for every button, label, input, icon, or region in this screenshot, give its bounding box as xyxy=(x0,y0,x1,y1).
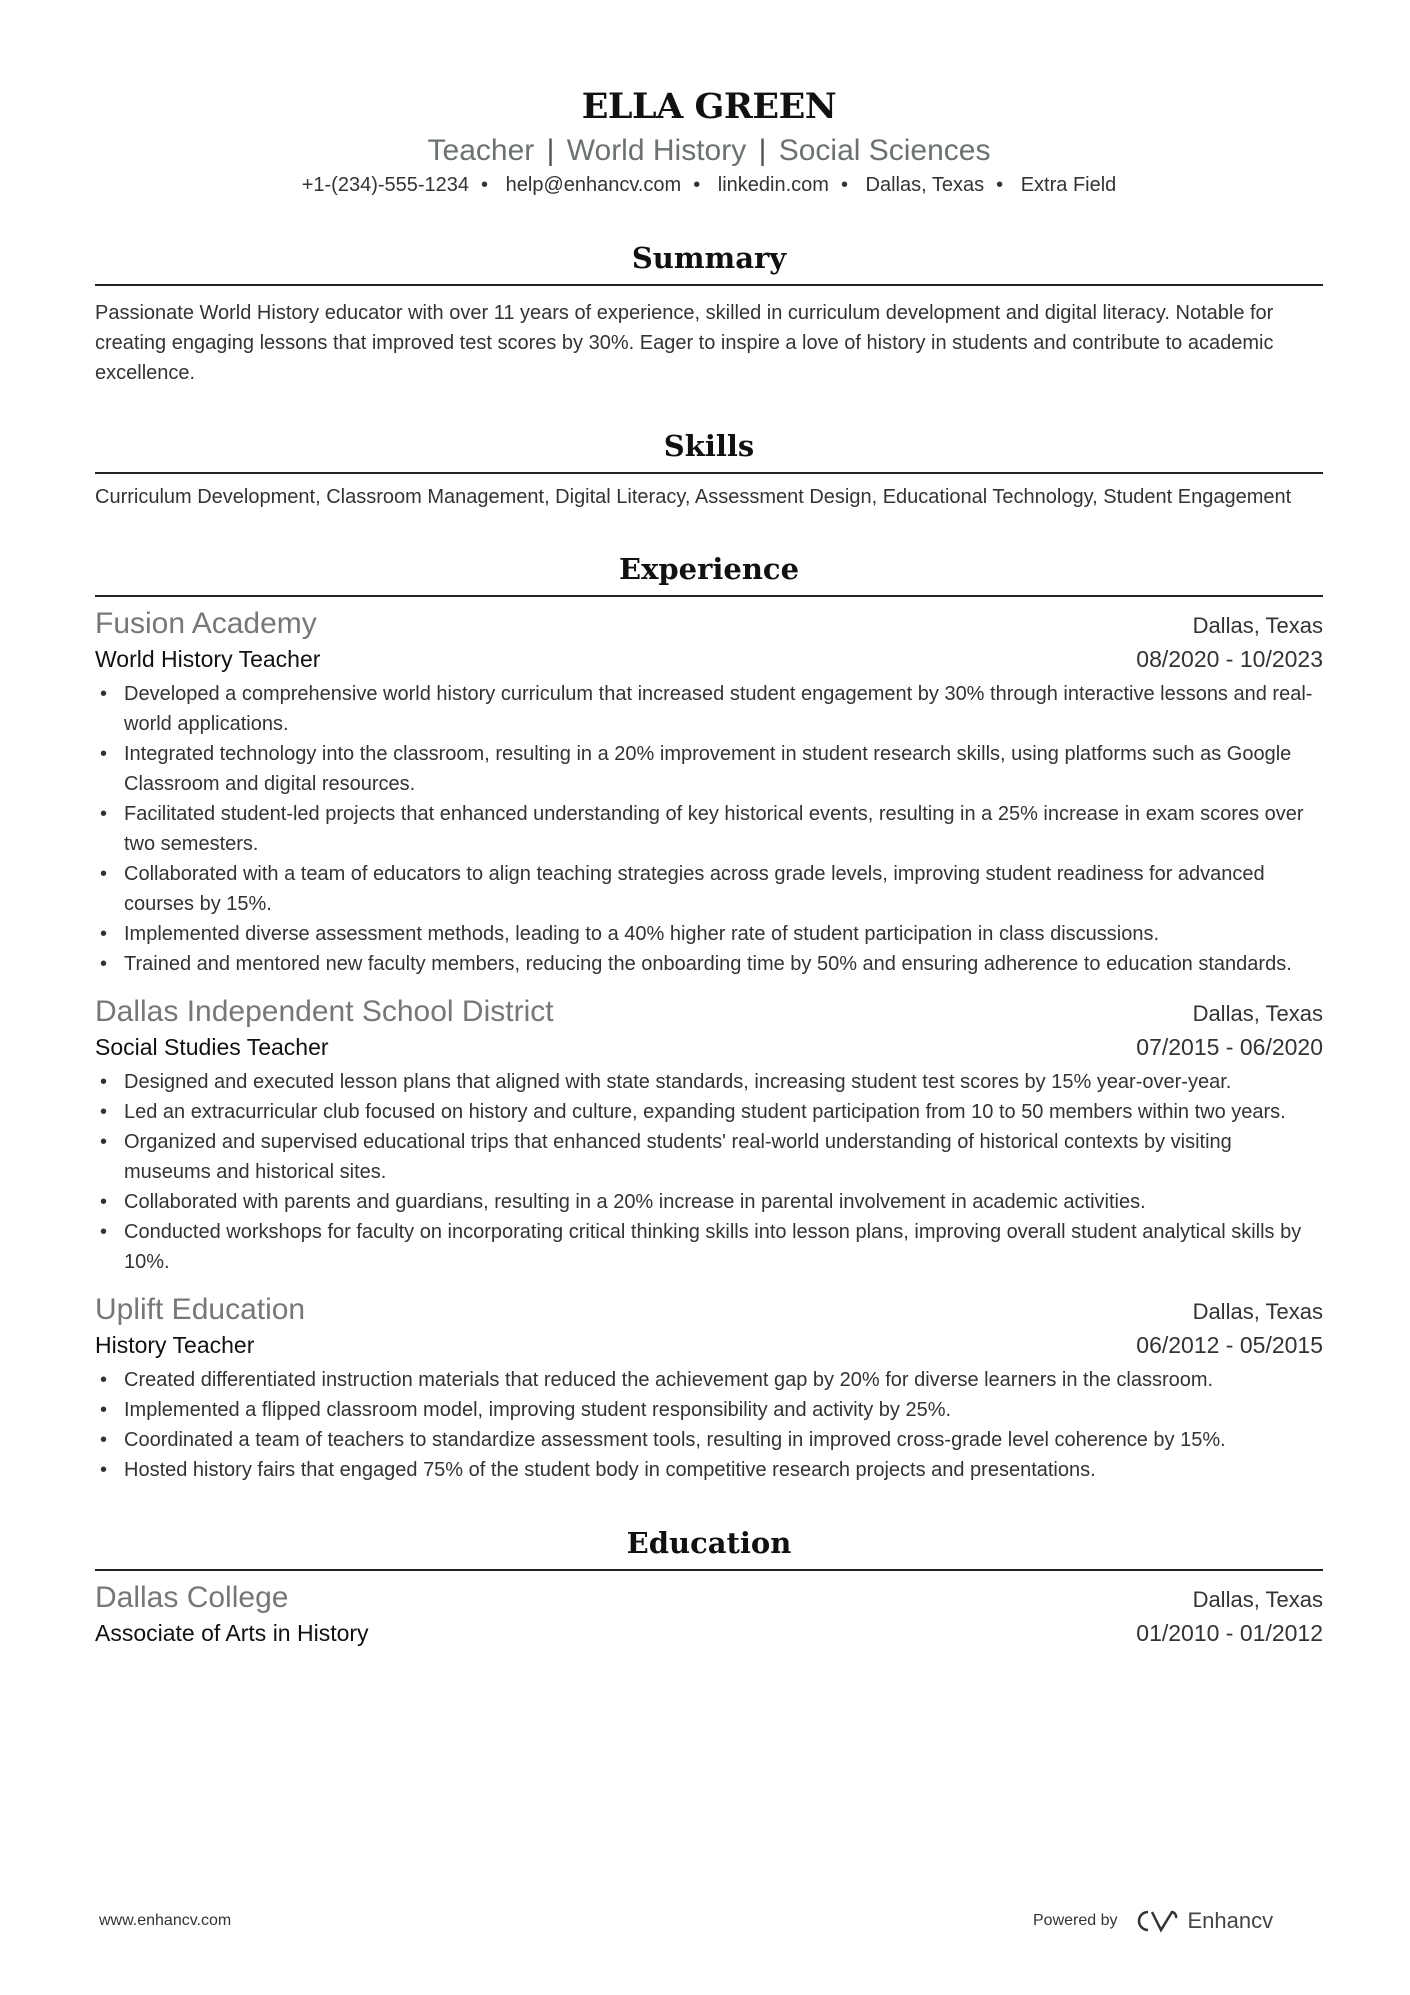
education-entry xyxy=(95,1579,1323,1649)
resume xyxy=(95,0,1323,1649)
achievement-item: • Implemented a flipped classroom model, improving student responsibility and activity by 25%. xyxy=(95,1395,1323,1425)
website-link[interactable]: www.enhancv.com xyxy=(99,1912,232,1929)
job-dates: 07/2015 - 06/2020 xyxy=(1136,1034,1323,1060)
achievement-item: • Hosted history fairs that engaged 75% of the student body in competitive research projects and presentations. xyxy=(95,1455,1323,1485)
headline-title: Social Sciences xyxy=(778,134,991,167)
school-name: Dallas College xyxy=(95,1581,289,1614)
job-location: Dallas, Texas xyxy=(1192,613,1323,638)
achievement-item: • Organized and supervised educational trips that enhanced students' real-world understanding of historical contexts by visiting museums and historical sites. xyxy=(95,1127,1323,1187)
linkedin-link[interactable]: linkedin.com xyxy=(717,174,829,196)
divider xyxy=(95,595,1323,597)
powered-by-label: Powered by xyxy=(1033,1912,1118,1929)
headline-title: Teacher xyxy=(427,134,535,167)
enhancv-logo[interactable] xyxy=(1134,1908,1274,1934)
section-heading: Skills xyxy=(663,429,755,463)
company-name: Fusion Academy xyxy=(95,607,317,640)
bullet: • xyxy=(840,174,848,196)
achievement-item: • Conducted workshops for faculty on incorporating critical thinking skills into lesson plans, improving overall student analytical skills by 10%. xyxy=(95,1217,1323,1277)
bullet: • xyxy=(481,174,489,196)
candidate-name: ELLA GREEN xyxy=(581,86,837,127)
divider xyxy=(95,472,1323,474)
achievement-item: • Designed and executed lesson plans that aligned with state standards, increasing student test scores by 15% year-over-year. xyxy=(95,1067,1323,1097)
job-title: World History Teacher xyxy=(95,646,321,672)
achievement-list xyxy=(95,679,1323,979)
experience-section xyxy=(95,551,1323,1485)
headline xyxy=(95,132,1323,170)
education-section xyxy=(95,1525,1323,1649)
job-title: History Teacher xyxy=(95,1332,255,1358)
education-dates: 01/2010 - 01/2012 xyxy=(1136,1620,1323,1646)
divider xyxy=(95,1569,1323,1571)
job-entry xyxy=(95,605,1323,979)
divider xyxy=(95,284,1323,286)
achievement-item: • Trained and mentored new faculty members, reducing the onboarding time by 50% and ensuring adherence to education standards. xyxy=(95,949,1323,979)
separator: | xyxy=(546,134,555,167)
job-dates: 06/2012 - 05/2015 xyxy=(1136,1332,1323,1358)
separator: | xyxy=(758,134,767,167)
contact-info xyxy=(95,172,1323,198)
company-name: Dallas Independent School District xyxy=(95,995,554,1028)
headline-title: World History xyxy=(566,134,747,167)
school-location: Dallas, Texas xyxy=(1192,1587,1323,1612)
section-heading: Summary xyxy=(631,241,787,275)
powered-by xyxy=(1033,1908,1273,1934)
skills-text: Curriculum Development, Classroom Management, Digital Literacy, Assessment Design, Educational Technology, Student Engagement xyxy=(95,486,1292,508)
extra-field: Extra Field xyxy=(1020,174,1117,196)
summary-section xyxy=(95,240,1323,388)
achievement-item: • Developed a comprehensive world history curriculum that increased student engagement by 30% through interactive lessons and real-world applications. xyxy=(95,679,1323,739)
achievement-item: • Coordinated a team of teachers to standardize assessment tools, resulting in improved cross-grade level coherence by 15%. xyxy=(95,1425,1323,1455)
achievement-item: • Integrated technology into the classroom, resulting in a 20% improvement in student research skills, using platforms such as Google Classroom and digital resources. xyxy=(95,739,1323,799)
company-name: Uplift Education xyxy=(95,1293,306,1326)
achievement-item: • Collaborated with parents and guardians, resulting in a 20% increase in parental involvement in academic activities. xyxy=(95,1187,1323,1217)
job-dates: 08/2020 - 10/2023 xyxy=(1136,646,1323,672)
summary-text: Passionate World History educator with over 11 years of experience, skilled in curriculum development and digital literacy. Notable for creating engaging lessons that improved test scores by 30%. Eager to inspire a love of history in students and contribute to academic excellence. xyxy=(95,302,1274,384)
location: Dallas, Texas xyxy=(865,174,985,196)
achievement-item: • Implemented diverse assessment methods, leading to a 40% higher rate of student participation in class discussions. xyxy=(95,919,1323,949)
skills-section xyxy=(95,428,1323,511)
degree: Associate of Arts in History xyxy=(95,1620,369,1646)
achievement-list xyxy=(95,1067,1323,1277)
achievement-list xyxy=(95,1365,1323,1485)
job-location: Dallas, Texas xyxy=(1192,1001,1323,1026)
achievement-item: • Facilitated student-led projects that enhanced understanding of key historical events, resulting in a 25% increase in exam scores over two semesters. xyxy=(95,799,1323,859)
bullet: • xyxy=(693,174,701,196)
phone: +1-(234)-555-1234 xyxy=(301,174,470,196)
job-title: Social Studies Teacher xyxy=(95,1034,329,1060)
achievement-item: • Created differentiated instruction materials that reduced the achievement gap by 20% for diverse learners in the classroom. xyxy=(95,1365,1323,1395)
enhancv-logo-icon xyxy=(1134,1908,1180,1934)
section-heading: Education xyxy=(626,1526,792,1560)
job-location: Dallas, Texas xyxy=(1192,1299,1323,1324)
bullet: • xyxy=(996,174,1004,196)
email-link[interactable]: help@enhancv.com xyxy=(505,174,682,196)
job-entry xyxy=(95,993,1323,1277)
achievement-item: • Led an extracurricular club focused on history and culture, expanding student participation from 10 to 50 members within two years. xyxy=(95,1097,1323,1127)
achievement-item: • Collaborated with a team of educators to align teaching strategies across grade levels, improving student readiness for advanced courses by 15%. xyxy=(95,859,1323,919)
brand-name: Enhancv xyxy=(1187,1908,1274,1933)
job-entry xyxy=(95,1291,1323,1485)
section-heading: Experience xyxy=(618,552,800,586)
